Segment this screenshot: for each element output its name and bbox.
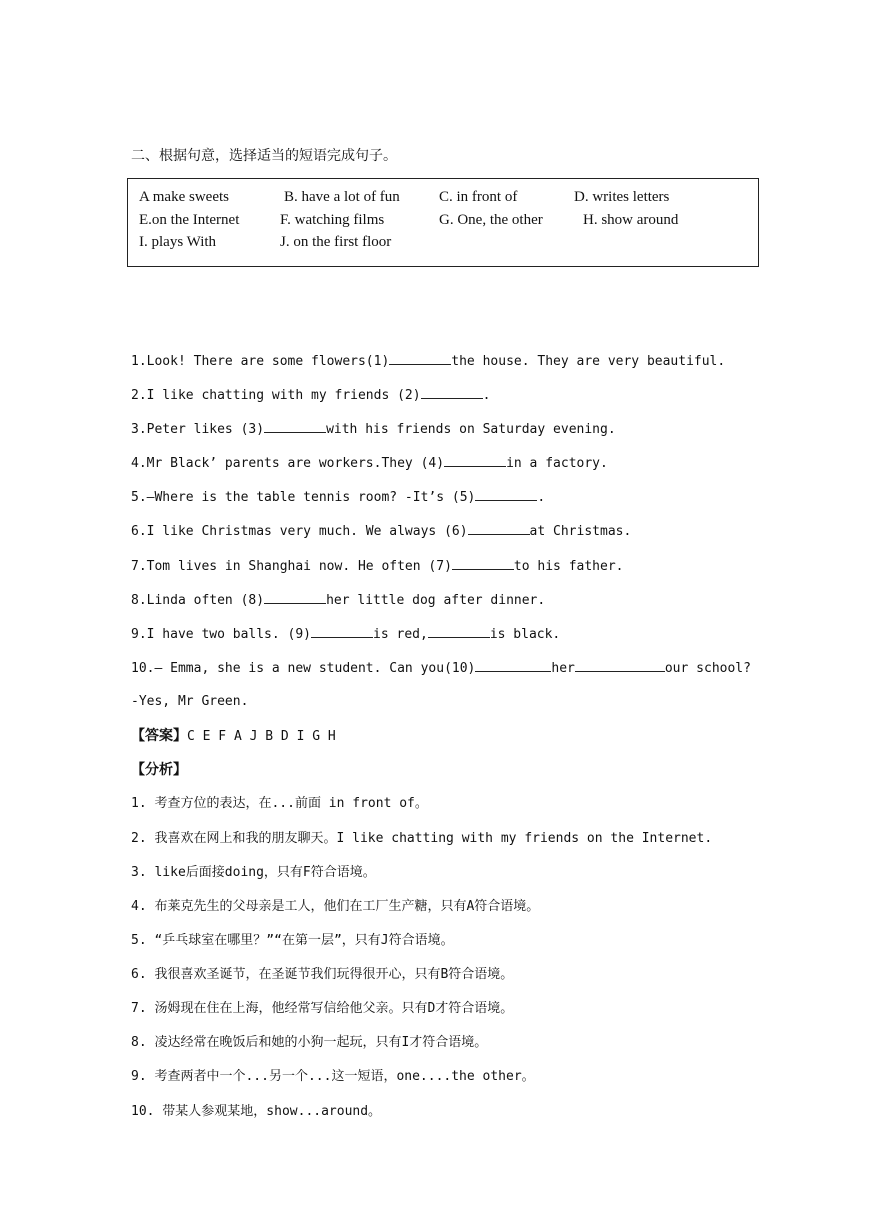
option-f: F. watching films [280,212,385,228]
section-heading: 二、根据句意，选择适当的短语完成句子。 [131,148,397,164]
question-10: 10.— Emma, she is a new student. Can you(10) her our school? [131,661,751,676]
option-e: E.on the Internet [139,212,240,228]
question-5: 5.—Where is the table tennis room? -It’s (5) . [131,490,546,505]
answer-blank[interactable] [444,454,506,467]
question-3: 3.Peter likes (3) with his friends on Saturday evening. [131,422,616,437]
question-9: 9.I have two balls. (9) is red, is black. [131,627,561,642]
answer-blank[interactable] [264,591,326,604]
question-2: 2.I like chatting with my friends (2) . [131,388,491,403]
analysis-item-6: 6. 我很喜欢圣诞节，在圣诞节我们玩得很开心，只有B符合语境。 [131,967,514,982]
option-j: J. on the first floor [280,234,392,250]
answer-blank[interactable] [575,659,665,672]
answer-blank[interactable] [428,625,490,638]
analysis-item-7: 7. 汤姆现在住在上海，他经常写信给他父亲。只有D才符合语境。 [131,1001,514,1016]
answer-blank[interactable] [389,352,451,365]
analysis-item-3: 3. like后面接doing，只有F符合语境。 [131,865,376,880]
analysis-item-8: 8. 凌达经常在晚饭后和她的小狗一起玩，只有I才符合语境。 [131,1035,488,1050]
answer-blank[interactable] [475,659,551,672]
answer-text: C E F A J B D I G H [187,729,336,744]
question-7: 7.Tom lives in Shanghai now. He often (7) to his father. [131,559,624,574]
answer-blank[interactable] [475,488,537,501]
options-box [127,178,759,267]
answer-line [131,727,336,746]
question-8: 8.Linda often (8) her little dog after dinner. [131,593,546,608]
analysis-item-10: 10. 带某人参观某地，show...around。 [131,1104,382,1119]
answer-blank[interactable] [264,420,326,433]
option-a: A make sweets [139,189,229,205]
question-4: 4.Mr Black’ parents are workers.They (4) in a factory. [131,456,608,471]
option-c: C. in front of [439,189,518,205]
analysis-item-5: 5. “乒乓球室在哪里？”“在第一层”，只有J符合语境。 [131,933,454,948]
option-g: G. One, the other [439,212,543,228]
answer-label: 【答案】 [131,728,187,744]
answer-blank[interactable] [311,625,373,638]
option-h: H. show around [583,212,679,228]
answer-blank[interactable] [452,557,514,570]
answer-blank[interactable] [468,522,530,535]
question-1: 1.Look! There are some flowers(1) the house. They are very beautiful. [131,354,726,369]
analysis-item-9: 9. 考查两者中一个...另一个...这一短语，one....the other。 [131,1069,535,1084]
answer-blank[interactable] [421,386,483,399]
analysis-item-2: 2. 我喜欢在网上和我的朋友聊天。I like chatting with my friends on the Internet. [131,831,713,846]
option-b: B. have a lot of fun [284,189,400,205]
analysis-label: 【分析】 [131,762,187,778]
option-i: I. plays With [139,234,217,250]
option-d: D. writes letters [574,189,670,205]
analysis-item-1: 1. 考查方位的表达，在...前面 in front of。 [131,796,428,811]
question-10-reply: -Yes, Mr Green. [131,694,249,709]
question-6: 6.I like Christmas very much. We always (6) at Christmas. [131,524,632,539]
analysis-item-4: 4. 布莱克先生的父母亲是工人，他们在工厂生产糖，只有A符合语境。 [131,899,540,914]
